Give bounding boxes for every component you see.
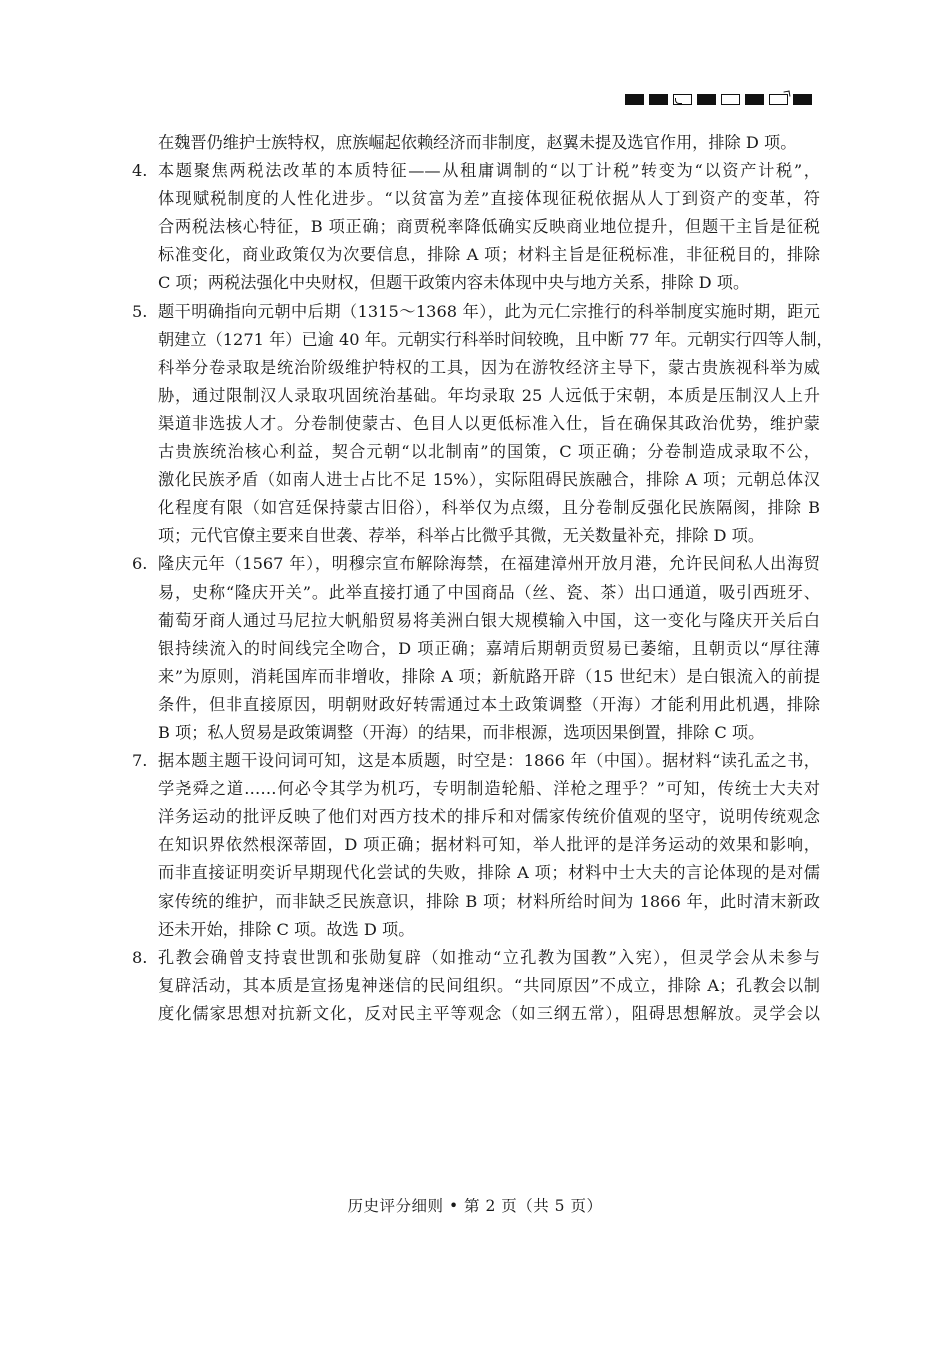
item-body: [126, 550, 820, 747]
answer-item-6: [126, 550, 820, 747]
item-line: 在知识界依然根深蒂固，D 项正确；据材料可知，举人批评的是洋务运动的效果和影响，: [158, 835, 820, 855]
item-body: [126, 298, 833, 551]
answer-item-4: [126, 157, 820, 297]
item-line: 合两税法核心特征，B 项正确；商贾税率降低确实反映商业地位提升，但题干主旨是征税: [158, 217, 820, 237]
item-line: 朝建立（1271 年）已逾 40 年。元朝实行科举时间较晚，且中断 77 年。元朝实行四等人制，: [158, 329, 833, 349]
item-line: 家传统的维护，而非缺乏民族意识，排除 B 项；材料所给时间为 1866 年，此时清末新政: [158, 891, 820, 911]
item-line: 体现赋税制度的人性化进步。“以贫富为差”直接体现征税依据从人丁到资产的变革，符: [158, 189, 820, 209]
item-line: 项；元代官僚主要来自世袭、荐举，科举占比微乎其微，无关数量补充，排除 D 项。: [158, 526, 765, 546]
item-line: 学尧舜之道……何必令其学为机巧，专明制造轮船、洋枪之理乎？”可知，传统士大夫对: [158, 779, 820, 799]
item-line: 洋务运动的批评反映了他们对西方技术的排斥和对儒家传统价值观的坚守，说明传统观念: [158, 807, 820, 827]
item-line: 易，史称“隆庆开关”。此举直接打通了中国商品（丝、瓷、茶）出口通道，吸引西班牙、: [158, 582, 820, 602]
page-footer: 历史评分细则 • 第 2 页（共 5 页）: [347, 1197, 603, 1215]
item-number: 4.: [132, 161, 148, 181]
continuation-line: 在魏晋仍维护士族特权，庶族崛起依赖经济而非制度，赵翼未提及选官作用，排除 D 项。: [158, 133, 797, 152]
mark-outlined: [673, 94, 692, 105]
item-body: [126, 157, 820, 297]
item-line: 条件，但非直接原因，明朝财政好转需通过本土政策调整（开海）才能利用此机遇，排除: [158, 694, 820, 714]
item-line: 葡萄牙商人通过马尼拉大帆船贸易将美洲白银大规模输入中国，这一变化与隆庆开关后白: [158, 610, 820, 630]
item-line: 据本题主题干设问词可知，这是本质题，时空是：1866 年（中国）。据材料“读孔孟之书，: [158, 751, 820, 771]
item-line: 古贵族统治核心利益，契合元朝“以北制南”的国策，C 项正确；分卷制造成录取不公，: [158, 442, 820, 462]
item-line: 本题聚焦两税法改革的本质特征——从租庸调制的“以丁计税”转变为“以资产计税”，: [158, 161, 820, 181]
item-line: 而非直接证明奕䜣早期现代化尝试的失败，排除 A 项；材料中士大夫的言论体现的是对儒: [158, 863, 820, 883]
mark-filled: [745, 94, 764, 105]
item-line: 科举分卷录取是统治阶级维护特权的工具，因为在游牧经济主导下，蒙古贵族视科举为威: [158, 357, 820, 377]
item-number: 5.: [132, 301, 148, 321]
mark-filled: [649, 94, 668, 105]
mark-filled: [697, 94, 716, 105]
header-marks: [625, 94, 812, 105]
item-line: 题干明确指向元朝中后期（1315～1368 年），此为元仁宗推行的科举制度实施时期，距元: [158, 301, 820, 321]
item-body: [126, 944, 820, 1028]
mark-filled: [625, 94, 644, 105]
item-number: 8.: [132, 947, 148, 967]
item-number: 6.: [132, 554, 148, 574]
item-line: C 项；两税法强化中央财权，但题干政策内容未体现中央与地方关系，排除 D 项。: [158, 273, 750, 293]
item-number: 7.: [132, 751, 148, 771]
answer-item-8: [126, 944, 820, 1028]
item-line: 标准变化，商业政策仅为次要信息，排除 A 项；材料主旨是征税标准，非征税目的，排除: [158, 245, 820, 265]
mark-filled: [793, 94, 812, 105]
answer-item-7: [126, 747, 820, 944]
item-line: 还未开始，排除 C 项。故选 D 项。: [158, 919, 415, 939]
item-line: 银持续流入的时间线完全吻合，D 项正确；嘉靖后期朝贡贸易已萎缩，且朝贡以“厚往薄: [158, 638, 820, 658]
item-line: 度化儒家思想对抗新文化，反对民主平等观念（如三纲五常），阻碍思想解放。灵学会以: [158, 1003, 820, 1023]
item-line: B 项；私人贸易是政策调整（开海）的结果，而非根源，选项因果倒置，排除 C 项。: [158, 722, 765, 742]
item-body: [126, 747, 820, 944]
item-line: 渠道非选拔人才。分卷制使蒙古、色目人以更低标准入仕，旨在确保其政治优势，维护蒙: [158, 413, 820, 433]
mark-outlined: [769, 94, 788, 105]
item-line: 胁，通过限制汉人录取巩固统治基础。年均录取 25 人远低于宋朝，本质是压制汉人上升: [158, 385, 820, 405]
item-line: 隆庆元年（1567 年），明穆宗宣布解除海禁，在福建漳州开放月港，允许民间私人出海贸: [158, 554, 820, 574]
item-line: 来”为原则，消耗国库而非增收，排除 A 项；新航路开辟（15 世纪末）是白银流入的前提: [158, 666, 820, 686]
item-line: 激化民族矛盾（如南人进士占比不足 15%），实际阻碍民族融合，排除 A 项；元朝总体汉: [158, 470, 820, 490]
item-line: 化程度有限（如宫廷保持蒙古旧俗），科举仅为点缀，且分卷制反强化民族隔阂，排除 B: [158, 498, 820, 518]
item-line: 孔教会确曾支持袁世凯和张勋复辟（如推动“立孔教为国教”入宪），但灵学会从未参与: [158, 947, 820, 967]
mark-outlined: [721, 94, 740, 105]
answer-content: [126, 129, 833, 1028]
item-line: 复辟活动，其本质是宣扬鬼神迷信的民间组织。“共同原因”不成立，排除 A；孔教会以制: [158, 975, 820, 995]
answer-item-5: [126, 298, 833, 551]
